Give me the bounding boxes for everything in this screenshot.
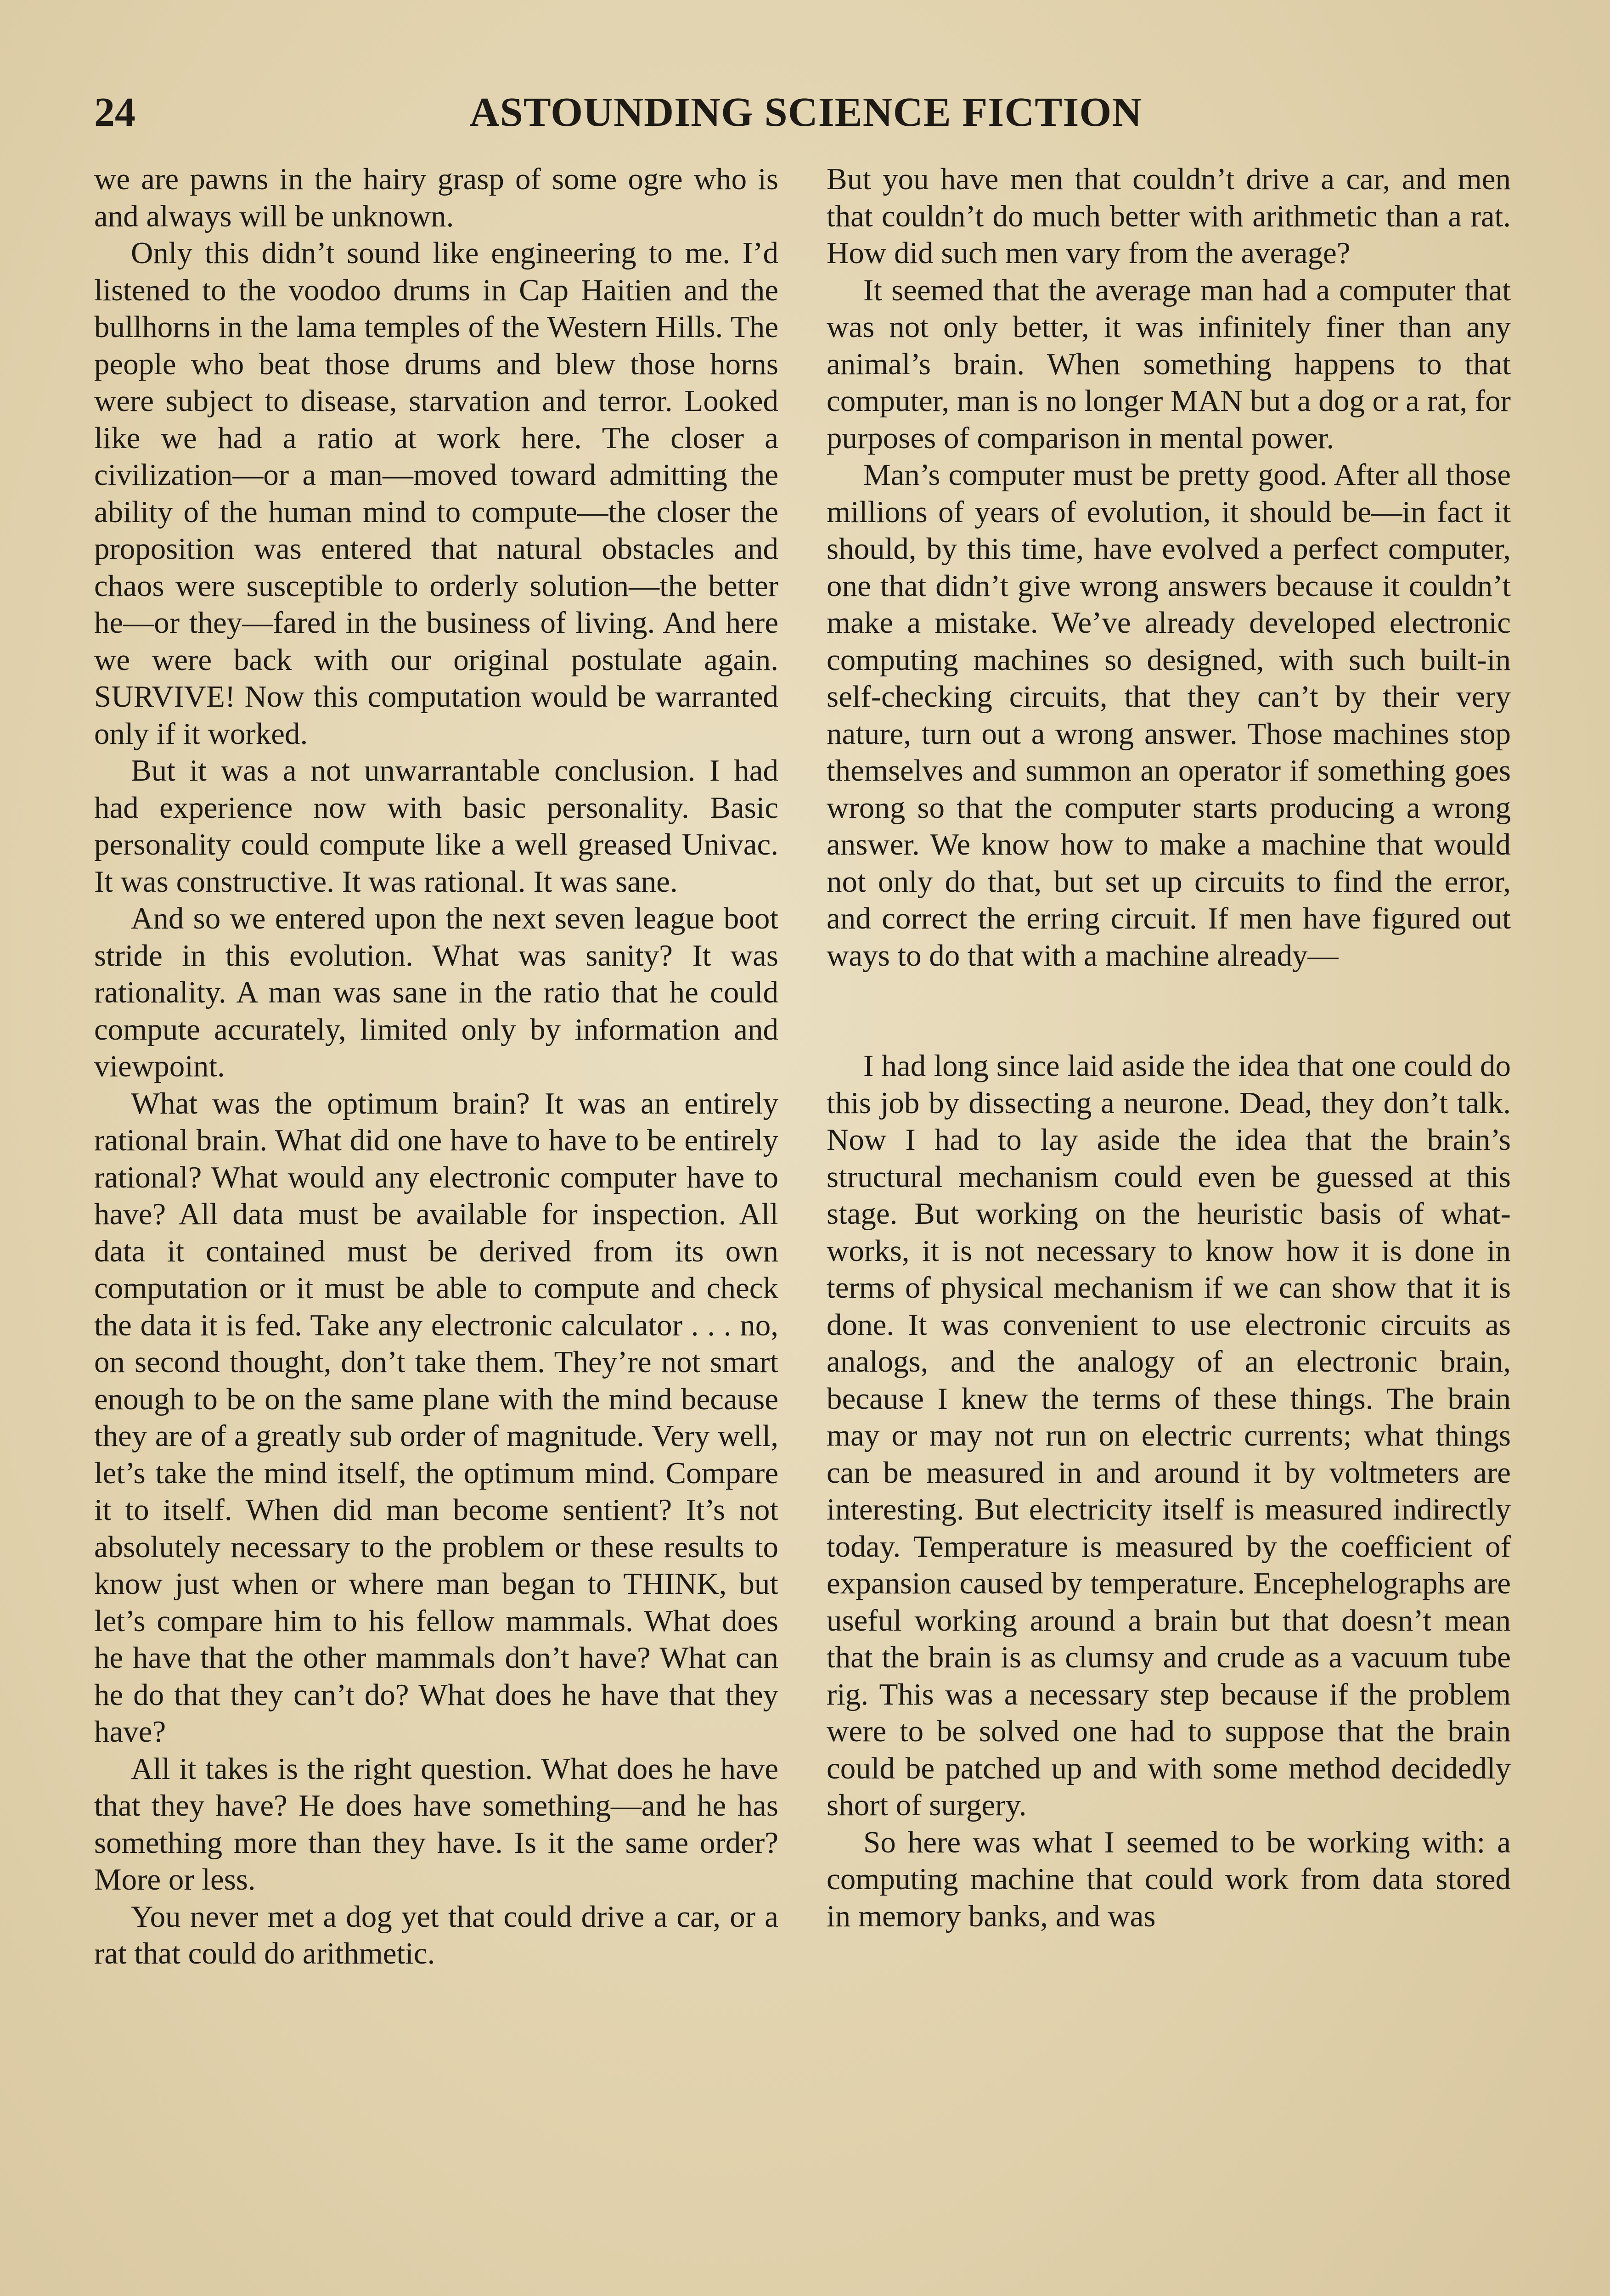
paragraph: You never met a dog yet that could drive a car, or a rat that could do arithmetic. (94, 1899, 778, 1970)
right-column (827, 161, 1511, 1935)
paragraph: So here was what I seemed to be working with: a computing machine that could work from data stored in memory banks, and was (827, 1825, 1511, 1933)
paragraph: But you have men that couldn’t drive a car, and men that couldn’t do much better with arithmetic than a rat. How did such men vary from the average? (827, 162, 1511, 270)
magazine-title: ASTOUNDING SCIENCE FICTION (469, 90, 1143, 135)
paragraph: But it was a not unwarrantable conclusion. I had had experience now with basic personality. Basic personality could compute like a well greased Univac. It was constructive. It was rational. It was sane. (94, 754, 778, 899)
paragraph: I had long since laid aside the idea that one could do this job by dissecting a neurone. Dead, they don’t talk. Now I had to lay aside the idea that the brain’s structural mechanism could even be guessed at this stage. But working on the heuristic basis of what-works, it is not necessary to know how it is done in terms of physical mechanism if we can show that it is done. It was convenient to use electronic circuits as analogs, and the analogy of an electronic brain, because I knew the terms of these things. The brain may or may not run on electric currents; what things can be measured in and around it by voltmeters are interesting. But electricity itself is measured indirectly today. Temperature is measured by the coefficient of expansion caused by temperature. Encephelographs are useful working around a brain but that doesn’t mean that the brain is as clumsy and crude as a vacuum tube rig. This was a necessary step because if the problem were to be solved one had to suppose that the brain could be patched up and with some method decidedly short of surgery. (827, 1049, 1511, 1822)
left-column (94, 161, 778, 1972)
paragraph: And so we entered upon the next seven league boot stride in this evolution. What was sanity? It was rationality. A man was sane in the ratio that he could compute accurately, limited only by information and viewpoint. (94, 901, 778, 1083)
paragraph: It seemed that the average man had a computer that was not only better, it was infinitely finer than any animal’s brain. When something happens to that computer, man is no longer MAN but a dog or a rat, for purposes of comparison in mental power. (827, 273, 1511, 455)
paragraph: Man’s computer must be pretty good. After all those millions of years of evolution, it should be—in fact it should, by this time, have evolved a perfect computer, one that didn’t give wrong answers because it couldn’t make a mistake. We’ve already developed electronic computing machines so designed, with such built-in self-checking circuits, that they can’t by their very nature, turn out a wrong answer. Those machines stop themselves and summon an operator if something goes wrong so that the computer starts producing a wrong answer. We know how to make a machine that would not only do that, but set up circuits to find the error, and correct the erring circuit. If men have figured out ways to do that with a machine already— (827, 458, 1511, 973)
paragraph: we are pawns in the hairy grasp of some ogre who is and always will be unknown. (94, 162, 778, 233)
paragraph: Only this didn’t sound like engineering to me. I’d listened to the voodoo drums in Cap Haitien and the bullhorns in the lama temples of the Western Hills. The people who beat those drums and blew those horns were subject to disease, starvation and terror. Looked like we had a ratio at work here. The closer a civilization—or a man—moved toward admitting the ability of the human mind to compute—the closer the proposition was entered that natural obstacles and chaos were susceptible to orderly solution—the better he—or they—fared in the business of living. And here we were back with our original postulate again. SURVIVE! Now this computation would be warranted only if it worked. (94, 236, 778, 751)
paragraph: All it takes is the right question. What does he have that they have? He does have something—and he has something more than they have. Is it the same order? More or less. (94, 1751, 778, 1896)
page-number: 24 (94, 90, 135, 135)
paragraph: What was the optimum brain? It was an entirely rational brain. What did one have to have to be entirely rational? What would any electronic computer have to have? All data must be available for inspection. All data it contained must be derived from its own computation or it must be able to compute and check the data it is fed. Take any electronic calculator . . . no, on second thought, don’t take them. They’re not smart enough to be on the same plane with the mind because they are of a greatly sub order of magnitude. Very well, let’s take the mind itself, the optimum mind. Compare it to itself. When did man become sentient? It’s not absolutely necessary to the problem or these results to know just when or where man began to THINK, but let’s compare him to his fellow mammals. What does he have that the other mammals don’t have? What can he do that they can’t do? What does he have that they have? (94, 1086, 778, 1749)
page-header (94, 85, 1518, 145)
